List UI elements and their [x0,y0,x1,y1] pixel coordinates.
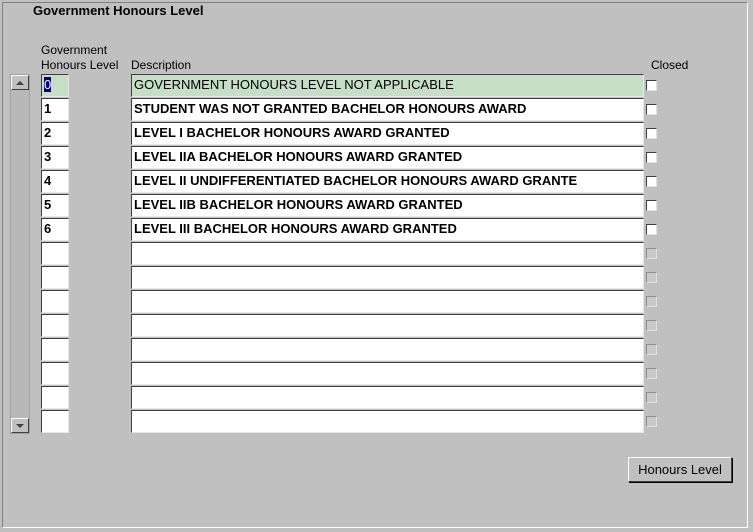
level-field[interactable] [41,98,69,121]
form-title: Government Honours Level [33,3,204,18]
table-row [0,242,753,265]
closed-checkbox[interactable] [646,368,657,379]
table-row [0,410,753,433]
column-header-description: Description [131,58,192,72]
table-row [0,386,753,409]
level-field[interactable] [41,362,69,385]
level-value: 6 [44,221,52,236]
level-field[interactable] [41,338,69,361]
description-field[interactable]: STUDENT WAS NOT GRANTED BACHELOR HONOURS AWARD [131,98,644,121]
closed-checkbox[interactable] [646,200,657,211]
table-row [0,98,753,121]
level-value: 4 [44,173,52,188]
table-row [0,170,753,193]
level-value: 2 [44,125,52,140]
closed-checkbox[interactable] [646,320,657,331]
level-field[interactable] [41,386,69,409]
description-field[interactable] [131,266,644,289]
description-field[interactable] [131,338,644,361]
table-row [0,146,753,169]
description-field[interactable] [131,314,644,337]
level-value: 5 [44,197,52,212]
level-field[interactable] [41,314,69,337]
closed-checkbox[interactable] [646,80,657,91]
closed-checkbox[interactable] [646,224,657,235]
description-field[interactable]: LEVEL III BACHELOR HONOURS AWARD GRANTED [131,218,644,241]
description-field[interactable]: LEVEL II UNDIFFERENTIATED BACHELOR HONOURS AWARD GRANTE [131,170,644,193]
column-header-closed: Closed [651,58,689,72]
closed-checkbox[interactable] [646,152,657,163]
level-field[interactable] [41,218,69,241]
description-field[interactable]: LEVEL IIA BACHELOR HONOURS AWARD GRANTED [131,146,644,169]
level-field[interactable] [41,194,69,217]
level-field[interactable] [41,74,69,97]
level-field[interactable] [41,266,69,289]
level-field[interactable] [41,122,69,145]
level-field[interactable] [41,242,69,265]
table-row [0,290,753,313]
closed-checkbox[interactable] [646,344,657,355]
table-row [0,362,753,385]
level-field[interactable] [41,146,69,169]
description-field[interactable] [131,410,644,433]
level-value: 0 [44,77,52,92]
closed-checkbox[interactable] [646,296,657,307]
level-value: 3 [44,149,52,164]
description-field[interactable]: GOVERNMENT HONOURS LEVEL NOT APPLICABLE [131,74,644,97]
honours-level-button[interactable]: Honours Level [628,457,732,482]
description-field[interactable]: LEVEL I BACHELOR HONOURS AWARD GRANTED [131,122,644,145]
level-field[interactable] [41,290,69,313]
description-field[interactable] [131,290,644,313]
table-row [0,122,753,145]
table-row [0,74,753,97]
description-field[interactable] [131,242,644,265]
table-row [0,314,753,337]
table-row [0,338,753,361]
table-row [0,266,753,289]
closed-checkbox[interactable] [646,416,657,427]
level-field[interactable] [41,170,69,193]
table-row [0,194,753,217]
closed-checkbox[interactable] [646,104,657,115]
table-row [0,218,753,241]
description-field[interactable]: LEVEL IIB BACHELOR HONOURS AWARD GRANTED [131,194,644,217]
closed-checkbox[interactable] [646,176,657,187]
level-value: 1 [44,101,52,116]
closed-checkbox[interactable] [646,392,657,403]
level-field[interactable] [41,410,69,433]
column-header-level: Government Honours Level [41,43,119,72]
description-field[interactable] [131,362,644,385]
closed-checkbox[interactable] [646,272,657,283]
closed-checkbox[interactable] [646,128,657,139]
description-field[interactable] [131,386,644,409]
closed-checkbox[interactable] [646,248,657,259]
